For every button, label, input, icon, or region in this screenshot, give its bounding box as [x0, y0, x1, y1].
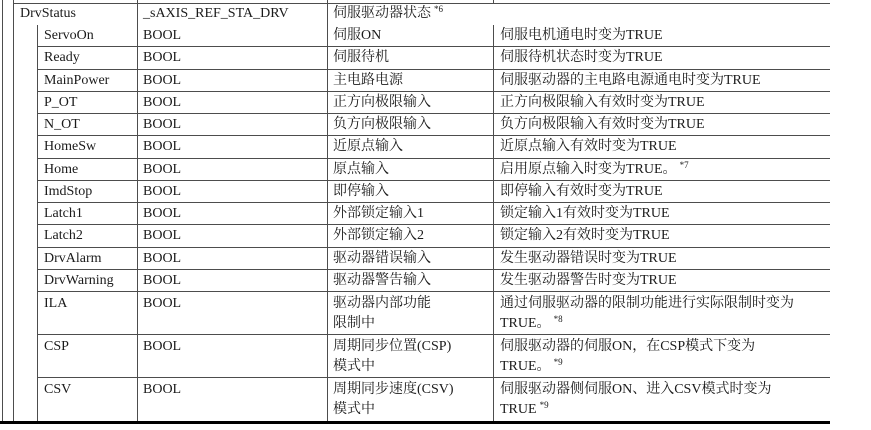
description: 原点输入 [333, 161, 389, 177]
table-row-CSV [37, 378, 830, 421]
data-type: BOOL [143, 206, 182, 221]
description: 驱动器内部功能 限制中 [333, 296, 431, 331]
detail-description: 伺服驱动器的伺服ON，在CSP模式下变为 TRUE。 $^{*9}$ [500, 339, 756, 374]
description: 外部锁定输入1 [333, 206, 424, 221]
detail-description: 伺服电机通电时变为TRUE [500, 28, 663, 43]
detail-description: 即停输入有效时变为TRUE [500, 183, 663, 199]
bottom-rule [0, 421, 830, 424]
footnote-marker: *9 [553, 357, 563, 367]
table-row-CSP [37, 335, 830, 378]
member-name-text: DrvStatus [20, 6, 76, 21]
member-name: ImdStop [44, 183, 93, 199]
description: 周期同步速度(CSV) 模式中 [333, 382, 454, 417]
detail-description: 负方向极限输入有效时变为TRUE [500, 117, 705, 132]
table-row-DrvAlarm [37, 248, 830, 270]
footnote-marker: *9 [539, 400, 549, 410]
description: 伺服ON [333, 28, 382, 43]
footnote-marker: *6 [434, 4, 443, 14]
detail-description: 锁定输入2有效时变为TRUE [500, 228, 670, 244]
data-type: BOOL [143, 117, 182, 132]
table-row-ImdStop [37, 181, 830, 203]
description: 即停输入 [333, 183, 389, 199]
detail-description: 伺服待机状态时变为TRUE [500, 50, 663, 66]
data-type: BOOL [143, 272, 182, 288]
data-type: BOOL [143, 296, 182, 311]
table-row-Latch2 [37, 225, 830, 247]
detail-description: 伺服驱动器的主电路电源通电时变为TRUE [500, 72, 761, 88]
description: 周期同步位置(CSP) 模式中 [333, 339, 452, 374]
data-type: BOOL [143, 50, 182, 66]
detail-description: 锁定输入1有效时变为TRUE [500, 206, 670, 221]
grid-line [13, 0, 14, 421]
description: 主电路电源 [333, 72, 403, 88]
member-name: DrvAlarm [44, 250, 102, 266]
member-name: ServoOn [44, 28, 94, 43]
description: 负方向极限输入 [333, 117, 431, 132]
member-name: P_OT [44, 94, 78, 110]
group-name [20, 3, 76, 25]
detail-description: 启用原点输入时变为TRUE。 $^{*7}$ [500, 159, 689, 177]
data-type: BOOL [143, 28, 182, 43]
description: 正方向极限输入 [333, 94, 431, 110]
member-name: HomeSw [44, 139, 97, 155]
detail-description: 伺服驱动器侧伺服ON、进入CSV模式时变为 TRUE $^{*9}$ [500, 382, 772, 417]
table-row-N_OT [37, 114, 830, 136]
member-name: ILA [44, 296, 68, 311]
table-row-DrvWarning [37, 270, 830, 292]
data-type: BOOL [143, 161, 182, 177]
member-name: Latch1 [44, 206, 83, 221]
table-row-ILA [37, 292, 830, 335]
grid-line [2, 0, 3, 421]
table-row-HomeSw [37, 136, 830, 158]
description: 近原点输入 [333, 139, 403, 155]
detail-description: 通过伺服驱动器的限制功能进行实际限制时变为 TRUE。 $^{*8}$ [500, 296, 794, 331]
group-description [333, 3, 443, 25]
table-row-Ready [37, 47, 830, 69]
member-name: CSP [44, 339, 69, 354]
table-row-Latch1 [37, 203, 830, 225]
table-row-ServoOn [37, 25, 830, 47]
detail-description: 发生驱动器错误时变为TRUE [500, 250, 677, 266]
member-rows-container [37, 25, 830, 421]
description: 伺服待机 [333, 50, 389, 66]
description-text: 伺服驱动器状态 [333, 6, 431, 21]
data-type: BOOL [143, 72, 182, 88]
member-name: CSV [44, 382, 72, 397]
member-name: N_OT [44, 117, 80, 132]
member-name: MainPower [44, 72, 110, 88]
data-type: BOOL [143, 228, 182, 244]
detail-description: 正方向极限输入有效时变为TRUE [500, 94, 705, 110]
data-type: BOOL [143, 382, 182, 397]
detail-description: 发生驱动器警告时变为TRUE [500, 272, 677, 288]
data-type: BOOL [143, 94, 182, 110]
table-row-P_OT [37, 92, 830, 114]
member-name: Latch2 [44, 228, 83, 244]
data-type: BOOL [143, 183, 182, 199]
data-type: BOOL [143, 339, 182, 354]
description: 外部锁定输入2 [333, 228, 424, 244]
description: 驱动器警告输入 [333, 272, 431, 288]
member-name: DrvWarning [44, 272, 114, 288]
member-name: Home [44, 161, 79, 177]
footnote-marker: *8 [553, 314, 563, 324]
data-type: BOOL [143, 139, 182, 155]
table-row-MainPower [37, 70, 830, 92]
data-type-text: _sAXIS_REF_STA_DRV [143, 6, 289, 21]
member-name: Ready [44, 50, 80, 66]
description: 驱动器错误输入 [333, 250, 431, 266]
detail-description: 近原点输入有效时变为TRUE [500, 139, 677, 155]
group-data-type [143, 3, 289, 25]
footnote-marker: *7 [679, 159, 689, 170]
table-row-Home [37, 159, 830, 181]
data-type: BOOL [143, 250, 182, 266]
